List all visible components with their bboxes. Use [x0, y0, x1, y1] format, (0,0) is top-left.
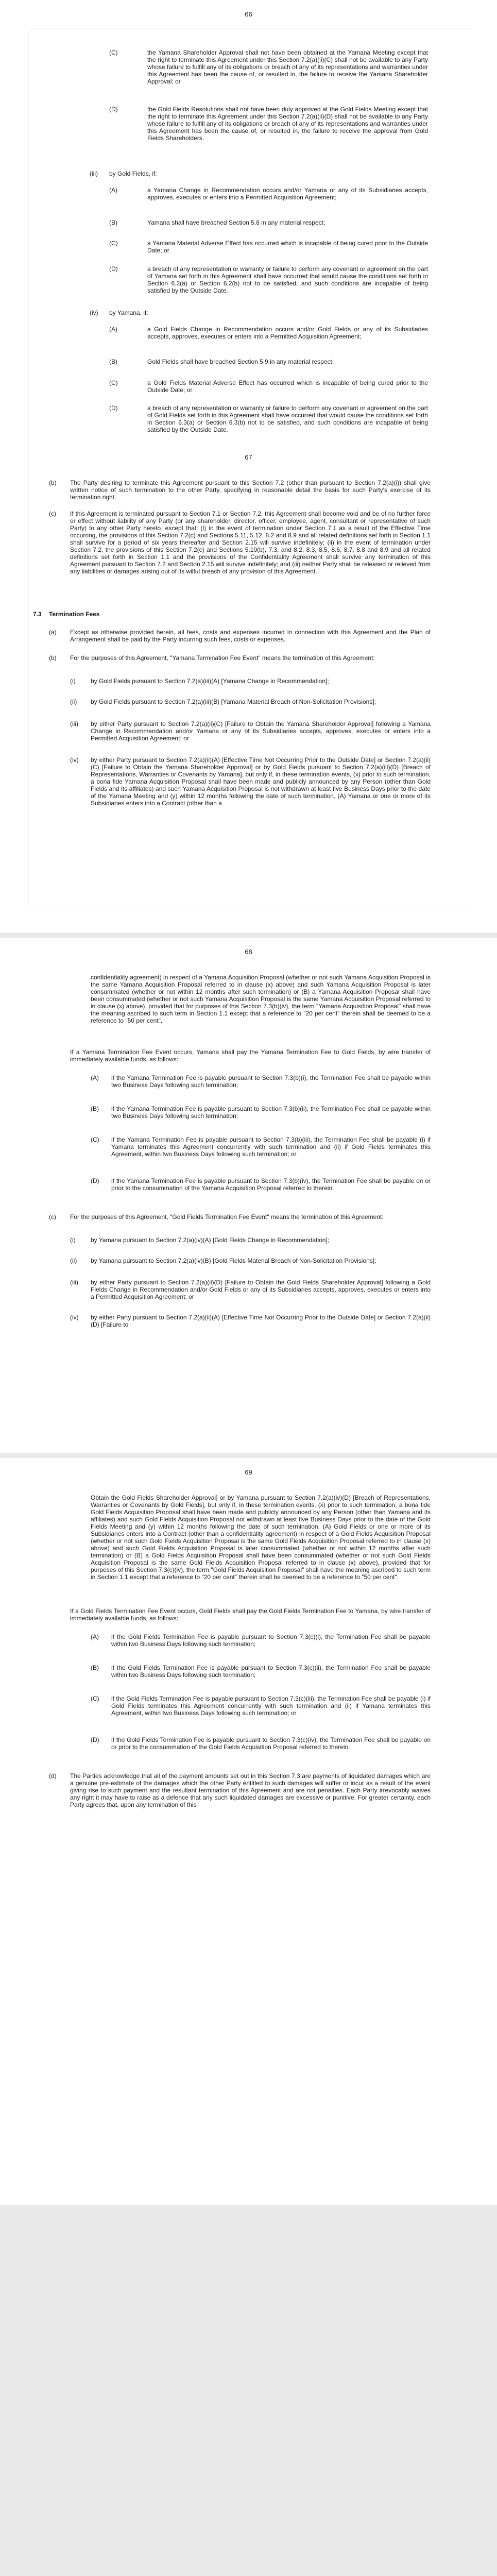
clause-text: confidentiality agreement) in respect of a Yamana Acquisition Proposal (whether or not such Yamana Acquisition Proposal is the same Yamana Acquisition Proposal referred to in clause (x) above) and such Yamana Acquisition Proposal is later consummated (whether or not within 12 months after such termination) or (B) a Yamana Acquisition Proposal shall have been consummated (whether or not such Yamana Acquisition Proposal is the same Yamana Acquisition Proposal referred to in clause (x) above), provided that for purposes of this Section 7.3(b)(iv), the term "Yamana Acquisition Proposal" shall have the meaning ascribed to such term in Section 1.1 except that a reference to "20 per cent" therein shall be deemed to be a reference to "50 per cent". [91, 974, 431, 1024]
clause-text: Gold Fields shall have breached Section 5.9 in any material respect; [147, 358, 334, 365]
document-page [0, 1458, 497, 2205]
clause-text: Obtain the Gold Fields Shareholder Approval] or by Yamana pursuant to Section 7.2(a)(iv)(D) [Breach of Representations, Warranties or Covenants by Gold Fields], but only if, in these termination events, (x) prior to such termination, a bona fide Gold Fields Acquisition Proposal shall have been made and publicly announced by any Person (other than Yamana and its affiliates) and such Gold Fields Acquisition Proposal not withdrawn at least five Business Days prior to the date of the Gold Fields Meeting and (y) within 12 months following the date of such termination, (A) Gold Fields or one or more of its Subsidiaries enters into a Contract (other than a confidentiality agreement) in respect of a Gold Fields Acquisition Proposal (whether or not such Gold Fields Acquisition Proposal is the same Gold Fields Acquisition Proposal referred to in clause (x) above) and such Gold Fields Acquisition Proposal is later consummated (whether or not within 12 months after such termination) or (B) a Gold Fields Acquisition Proposal shall have been consummated (whether or not such Gold Fields Acquisition Proposal is the same Gold Fields Acquisition Proposal referred to in clause (x) above), provided that for purposes of this Section 7.3(c)(iv), the term "Gold Fields Acquisition Proposal" shall have the meaning ascribed to such term in Section 1.1 except that a reference to "20 per cent" therein shall be deemed to be a reference to "50 per cent". [91, 1494, 431, 1581]
clause-label: (i) [70, 677, 76, 685]
clause-text: Except as otherwise provided herein, all fees, costs and expenses incurred in connection with this Agreement and the Plan of Arrangement shall be paid by the Party incurring such fees, costs or expenses. [70, 629, 431, 643]
clause-label: (A) [91, 1633, 99, 1640]
clause-label: (B) [109, 219, 117, 226]
clause-label: (A) [109, 187, 117, 194]
clause-label: (iv) [70, 1314, 79, 1321]
clause-text: if the Gold Fields Termination Fee is payable pursuant to Section 7.3(c)(iii), the Termination Fee shall be payable (i) if Gold Fields terminates this Agreement concurrently with such termination and (ii) if Yamana terminates this Agreement, within two Business Days following such termination; or [111, 1695, 431, 1717]
page-number: 66 [245, 10, 252, 18]
clause-text: if the Gold Fields Termination Fee is payable pursuant to Section 7.3(c)(iv), the Termination Fee shall be payable on or prior to the consummation of the Gold Fields Acquisition Proposal referred to therein. [111, 1736, 431, 1751]
clause-text: if the Gold Fields Termination Fee is payable pursuant to Section 7.3(c)(i), the Termination Fee shall be payable within two Business Days following such termination; [111, 1633, 431, 1648]
clause-label: (A) [91, 1074, 99, 1081]
clause-label: (d) [49, 1772, 57, 1780]
clause-label: (iv) [70, 756, 79, 764]
clause-text: the Yamana Shareholder Approval shall not have been obtained at the Yamana Meeting except that the right to terminate this Agreement under this Section 7.2(a)(ii)(C) shall not be available to any Party whose failure to fulfill any of its obligations or breach of any of its representations and warranties under this Agreement has been the cause of, or resulted in, the failure to receive the Yamana Shareholder Approval; or [147, 49, 428, 85]
document-page [0, 438, 497, 933]
clause-label: (ii) [70, 698, 77, 705]
page-number: 69 [245, 1468, 252, 1476]
clause-label: (D) [91, 1177, 99, 1184]
clause-text: by either Party pursuant to Section 7.2(a)(ii)(C) [Failure to Obtain the Yamana Shareholder Approval] following a Yamana Change in Recommendation and/or Yamana or any of its Subsidiaries accepts, approves, executes or enters into a Permitted Acquisition Agreement; or [91, 720, 431, 742]
clause-label: (a) [49, 629, 57, 636]
clause-label: (b) [49, 654, 57, 662]
clause-text: If a Yamana Termination Fee Event occurs, Yamana shall pay the Yamana Termination Fee to Gold Fields, by wire transfer of immediately available funds, as follows: [70, 1048, 431, 1063]
clause-text: a Gold Fields Material Adverse Effect has occurred which is incapable of being cured prior to the Outside Date; or [147, 379, 428, 394]
clause-text: by Gold Fields pursuant to Section 7.2(a)(iii)(A) [Yamana Change in Recommendation]; [91, 677, 329, 685]
clause-label: (iii) [70, 1279, 78, 1286]
page-number: 67 [245, 453, 252, 461]
clause-text: The Parties acknowledge that all of the payment amounts set out in this Section 7.3 are payments of liquidated damages which are a genuine pre-estimate of the damages which the other Party entitled to such damages will suffer or incur as a result of the event giving rise to such payment and the resultant termination of this Agreement and are not penalties. Each Party irrevocably waives any right it may have to raise as a defence that any such liquidated damages are excessive or punitive. For greater certainty, each Party agrees that, upon any termination of this [70, 1772, 431, 1808]
clause-text: Yamana shall have breached Section 5.8 in any material respect; [147, 219, 325, 226]
clause-text: a Yamana Change in Recommendation occurs and/or Yamana or any of its Subsidiaries accepts, approves, executes or enters into a Permitted Acquisition Agreement; [147, 187, 428, 201]
clause-label: (C) [109, 379, 118, 386]
clause-text: the Gold Fields Resolutions shall not have been duly approved at the Gold Fields Meeting except that the right to terminate this Agreement under this Section 7.2(a)(ii)(D) shall not be available to any Party whose failure to fulfill any of its obligations or breach of any of its representations and warranties under this Agreement has been the cause of, or resulted in, the failure to receive the approval from Gold Fields Shareholders. [147, 106, 428, 142]
clause-text: if the Yamana Termination Fee is payable pursuant to Section 7.3(b)(ii), the Termination Fee shall be payable within two Business Days following such termination; [111, 1105, 431, 1120]
section-heading: Termination Fees [49, 611, 100, 618]
clause-label: (c) [49, 1213, 56, 1221]
clause-text: a Gold Fields Change in Recommendation occurs and/or Gold Fields or any of its Subsidiaries accepts, approves, executes or enters into a Permitted Acquisition Agreement; [147, 326, 428, 340]
clause-text: by Gold Fields, if: [109, 170, 157, 177]
clause-label: (B) [91, 1664, 99, 1671]
document-page [0, 938, 497, 1453]
clause-label: (iii) [70, 720, 78, 727]
clause-text: by Yamana, if: [109, 309, 148, 316]
clause-text: For the purposes of this Agreement, "Gold Fields Termination Fee Event" means the termination of this Agreement: [70, 1213, 384, 1221]
clause-label: (A) [109, 326, 117, 333]
clause-text: a Yamana Material Adverse Effect has occurred which is incapable of being cured prior to the Outside Date; or [147, 240, 428, 254]
clause-label: (C) [91, 1136, 99, 1143]
clause-text: if the Yamana Termination Fee is payable pursuant to Section 7.3(b)(iv), the Termination Fee shall be payable on or prior to the consummation of the Yamana Acquisition Proposal referred to therein. [111, 1177, 431, 1192]
clause-label: (ii) [70, 1257, 77, 1264]
clause-text: if the Yamana Termination Fee is payable pursuant to Section 7.3(b)(iii), the Termination Fee shall be payable (i) if Yamana terminates this Agreement concurrently with such termination and (ii) if Gold Fields terminates this Agreement, within two Business Days following such termination; or [111, 1136, 431, 1158]
clause-label: (i) [70, 1236, 76, 1244]
clause-text: by either Party pursuant to Section 7.2(a)(ii)(A) [Effective Time Not Occurring Prior to the Outside Date] or Section 7.2(a)(ii)(D) [Failure to [91, 1314, 431, 1328]
clause-text: If this Agreement is terminated pursuant to Section 7.1 or Section 7.2, this Agreement shall become void and be of no further force or effect without liability of any Party (or any shareholder, director, officer, employee, agent, consultant or representative of such Party) to any other Party hereto, except that: (i) in the event of termination under Section 7.1 as a result of the Effective Time occurring, the provisions of this Section 7.2(c) and Sections 5.11, 5.12, 8.2 and 8.9 and all related definitions set forth in Section 1.1 shall survive for a period of six years thereafter and Section 2.15 will survive indefinitely; (ii) in the event of termination under Section 7.2, the provisions of this Section 7.2(c) and Sections 5.10(b), 7.3, and 8.2, 8.3, 8.5, 8.6, 8.7, 8.8 and 8.9 and all related definitions set forth in Section 1.1 and the provisions of the Confidentiality Agreement shall survive any termination of this Agreement pursuant to Section 7.2 and Section 2.15 will survive indefinitely; and (iii) neither Party shall be released or relieved from any liabilities or damages arising out of its wilful breach of any provision of this Agreement. [70, 510, 431, 575]
clause-label: (iii) [90, 170, 98, 177]
clause-label: (c) [49, 510, 56, 517]
clause-text: if the Yamana Termination Fee is payable pursuant to Section 7.3(b)(i), the Termination Fee shall be payable within two Business Days following such termination; [111, 1074, 431, 1089]
clause-text: by either Party pursuant to Section 7.2(a)(ii)(D) [Failure to Obtain the Gold Fields Shareholder Approval] following a Gold Fields Change in Recommendation and/or Gold Fields or any of its Subsidiaries accepts, approves, executes or enters into a Permitted Acquisition Agreement; or [91, 1279, 431, 1300]
clause-label: (b) [49, 479, 57, 486]
clause-text: by either Party pursuant to Section 7.2(a)(ii)(A) [Effective Time Not Occurring Prior to the Outside Date] or Section 7.2(a)(ii)(C) [Failure to Obtain the Yamana Shareholder Approval] or by Gold Fields pursuant to Section 7.2(a)(iii)(D) [Breach of Representations, Warranties or Covenants by Yamana], but only if, in these termination events, (x) prior to such termination, a bona fide Yamana Acquisition Proposal shall have been made and publicly announced by any Person (other than Gold Fields and its affiliates) and such Yamana Acquisition Proposal is not withdrawn at least five Business Days prior to the date of the Yamana Meeting and (y) within 12 months following the date of such termination, (A) Yamana or one or more of its Subsidiaries enters into a Contract (other than a [91, 756, 431, 807]
clause-label: (D) [109, 106, 118, 113]
clause-label: (B) [109, 358, 117, 365]
clause-text: The Party desiring to terminate this Agreement pursuant to this Section 7.2 (other than pursuant to Section 7.2(a)(i)) shall give written notice of such termination to the other Party, specifying in reasonable detail the basis for such Party's exercise of its termination right. [70, 479, 431, 501]
section-number: 7.3 [33, 611, 42, 618]
clause-label: (B) [91, 1105, 99, 1112]
clause-label: (C) [109, 240, 118, 247]
page-number: 68 [245, 948, 252, 956]
clause-text: by Yamana pursuant to Section 7.2(a)(iv)(B) [Gold Fields Material Breach of Non-Solicitation Provisions]; [91, 1257, 376, 1264]
clause-text: by Yamana pursuant to Section 7.2(a)(iv)(A) [Gold Fields Change in Recommendation]; [91, 1236, 330, 1244]
clause-label: (C) [109, 49, 118, 56]
clause-label: (D) [109, 404, 118, 412]
clause-label: (C) [91, 1695, 99, 1702]
clause-text: a breach of any representation or warranty or failure to perform any covenant or agreement on the part of Yamana set forth in this Agreement shall have occurred that would cause the conditions set forth in Section 6.2(a) or Section 6.2(b) not to be satisfied, and such conditions are incapable of being satisfied by the Outside Date. [147, 265, 428, 294]
clause-label: (D) [91, 1736, 99, 1743]
clause-text: If a Gold Fields Termination Fee Event occurs, Gold Fields shall pay the Gold Fields Termination Fee to Yamana, by wire transfer of immediately available funds, as follows: [70, 1607, 431, 1622]
clause-label: (iv) [90, 309, 98, 316]
clause-text: For the purposes of this Agreement, "Yamana Termination Fee Event" means the termination of this Agreement: [70, 654, 375, 662]
clause-label: (D) [109, 265, 118, 273]
clause-text: if the Gold Fields Termination Fee is payable pursuant to Section 7.3(c)(ii), the Termination Fee shall be payable within two Business Days following such termination; [111, 1664, 431, 1679]
clause-text: a breach of any representation or warranty or failure to perform any covenant or agreement on the part of Gold Fields set forth in this Agreement shall have occurred that would cause the conditions set forth in Section 6.3(a) or Section 6.3(b) not to be satisfied, and such conditions are incapable of being satisfied by the Outside Date. [147, 404, 428, 433]
clause-text: by Gold Fields pursuant to Section 7.2(a)(iii)(B) [Yamana Material Breach of Non-Solicitation Provisions]; [91, 698, 376, 705]
